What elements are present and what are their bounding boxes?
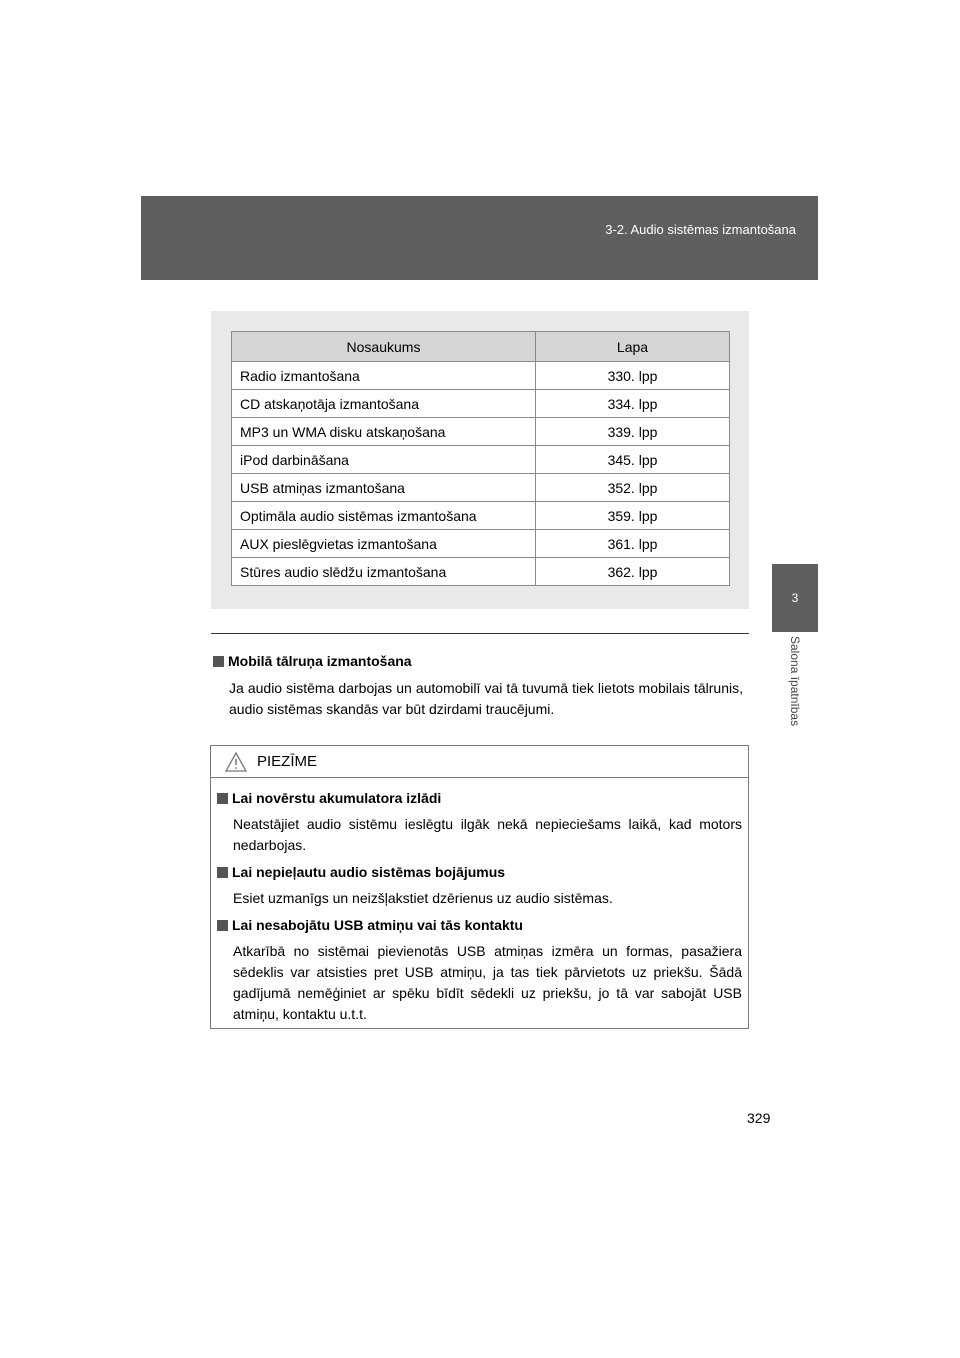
square-bullet-icon	[217, 793, 228, 804]
note-item-text: Neatstājiet audio sistēmu ieslēgtu ilgāk nekā nepieciešams laikā, kad motors nedarbojas.	[233, 816, 742, 853]
square-bullet-icon	[217, 867, 228, 878]
table-row	[232, 418, 730, 446]
section-text: Ja audio sistēma darbojas un automobilī vai tā tuvumā tiek lietots mobilais tālrunis, audio sistēmas skandās var būt dzirdami traucējumi.	[229, 680, 743, 717]
divider	[211, 633, 749, 634]
row-name: CD atskaņotāja izmantošana	[232, 390, 536, 418]
row-name: Radio izmantošana	[232, 362, 536, 390]
row-page: 334. lpp	[536, 390, 730, 418]
mobile-phone-section	[213, 651, 743, 720]
note-item-heading-text: Lai nesabojātu USB atmiņu vai tās kontaktu	[232, 917, 523, 933]
row-name: AUX pieslēgvietas izmantošana	[232, 530, 536, 558]
column-header-page: Lapa	[536, 332, 730, 362]
toc-table	[231, 331, 730, 586]
table-row	[232, 474, 730, 502]
warning-triangle-icon	[225, 752, 247, 772]
section-title: 3-2. Audio sistēmas izmantošana	[605, 222, 796, 237]
table-row	[232, 530, 730, 558]
toc-header-row	[232, 332, 730, 362]
chapter-tab	[772, 564, 818, 632]
note-box	[210, 745, 749, 1029]
toc-panel	[211, 311, 749, 609]
row-page: 345. lpp	[536, 446, 730, 474]
note-item-heading	[217, 862, 742, 883]
table-row	[232, 362, 730, 390]
table-row	[232, 558, 730, 586]
note-item-text: Atkarībā no sistēmai pievienotās USB atmiņas izmēra un formas, pasažiera sēdeklis var atsisties pret USB atmiņu, ja tas tiek pārvietots uz priekšu. Šādā gadījumā nemēģiniet ar spēku bīdīt sēdekli uz priekšu, jo tā var sabojāt USB atmiņu, kontaktu u.t.t.	[233, 943, 742, 1022]
note-item-heading	[217, 915, 742, 936]
square-bullet-icon	[217, 920, 228, 931]
row-page: 361. lpp	[536, 530, 730, 558]
square-bullet-icon	[213, 656, 224, 667]
header-bar	[141, 196, 818, 280]
row-name: Stūres audio slēdžu izmantošana	[232, 558, 536, 586]
row-page: 359. lpp	[536, 502, 730, 530]
section-heading	[213, 651, 743, 672]
table-row	[232, 390, 730, 418]
row-name: USB atmiņas izmantošana	[232, 474, 536, 502]
column-header-name: Nosaukums	[232, 332, 536, 362]
note-header	[211, 746, 748, 778]
section-heading-text: Mobilā tālruņa izmantošana	[228, 653, 412, 669]
note-body	[211, 778, 748, 1025]
row-page: 352. lpp	[536, 474, 730, 502]
table-row	[232, 446, 730, 474]
row-name: Optimāla audio sistēmas izmantošana	[232, 502, 536, 530]
row-page: 362. lpp	[536, 558, 730, 586]
note-item-heading-text: Lai novērstu akumulatora izlādi	[232, 790, 442, 806]
note-item-text: Esiet uzmanīgs un neizšļakstiet dzērienus uz audio sistēmas.	[233, 890, 613, 906]
chapter-label: Salona īpatnības	[788, 636, 802, 727]
note-item	[217, 788, 742, 856]
row-page: 339. lpp	[536, 418, 730, 446]
row-page: 330. lpp	[536, 362, 730, 390]
table-row	[232, 502, 730, 530]
note-item-heading	[217, 788, 742, 809]
page-number: 329	[747, 1110, 771, 1126]
row-name: iPod darbināšana	[232, 446, 536, 474]
note-item-heading-text: Lai nepieļautu audio sistēmas bojājumus	[232, 864, 506, 880]
row-name: MP3 un WMA disku atskaņošana	[232, 418, 536, 446]
note-title: PIEZĪME	[257, 753, 318, 770]
note-item	[217, 862, 742, 909]
chapter-number: 3	[791, 591, 799, 605]
note-item	[217, 915, 742, 1025]
